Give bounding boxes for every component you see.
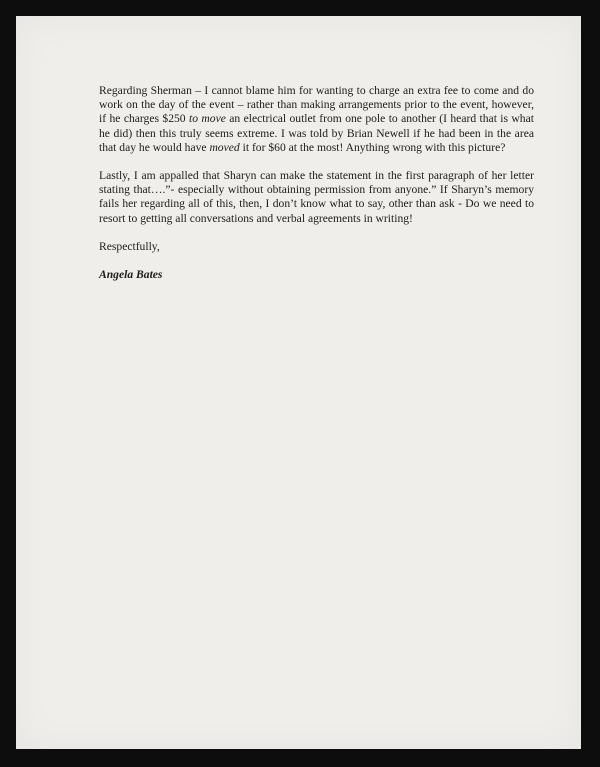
closing: Respectfully, bbox=[99, 239, 160, 253]
paragraph-sherman-text-1: Regarding Sherman – I cannot blame him for wanting to charge an extra fee to come and do work on the day of the event – rather than making arrangements prior to the event, however, if he charges $250 bbox=[99, 84, 534, 126]
paragraph-sherman-text-2: an electrical outlet from one pole to another (I heard that is what he did) then this truly seems extreme. I was told by Brian Newell if he had been in the area that day he would have bbox=[99, 112, 534, 154]
emphasis-moved: moved bbox=[209, 140, 240, 154]
letter-body bbox=[99, 84, 534, 282]
paragraph-sherman bbox=[99, 84, 534, 155]
letter-page bbox=[16, 16, 581, 749]
signature: Angela Bates bbox=[99, 268, 163, 282]
paragraph-sherman-text-3: it for $60 at the most! Anything wrong with this picture? bbox=[239, 140, 506, 154]
paragraph-sharyn: Lastly, I am appalled that Sharyn can make the statement in the first paragraph of her letter stating that….”- especially without obtaining permission from anyone.” If Sharyn’s memory fails her regarding all of this, then, I don’t know what to say, other than ask - Do we need to resort to getting all conversations and verbal agreements in writing! bbox=[99, 169, 534, 225]
emphasis-to-move: to move bbox=[189, 112, 226, 126]
